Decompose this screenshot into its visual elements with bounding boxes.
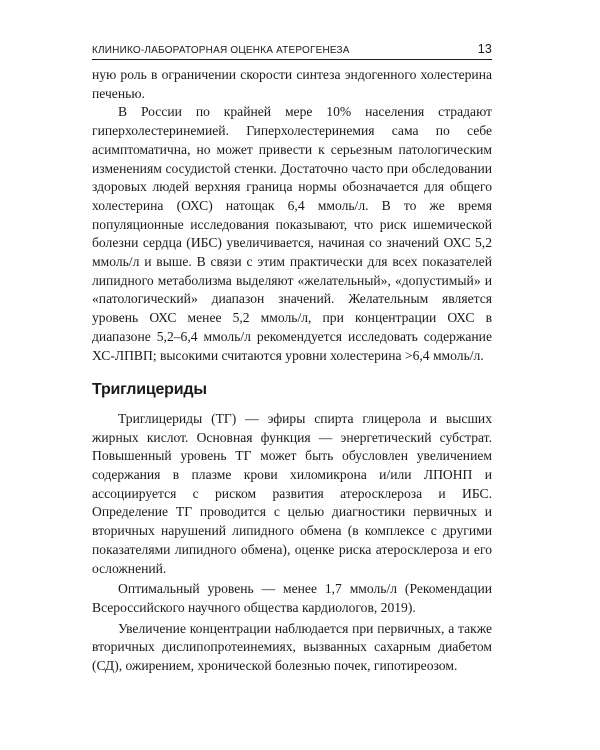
running-title: КЛИНИКО-ЛАБОРАТОРНАЯ ОЦЕНКА АТЕРОГЕНЕЗА [92,45,350,56]
page-number: 13 [477,42,492,56]
paragraph-triglycerides-definition: Триглицериды (ТГ) — эфиры спирта глицерола и высших жирных кислот. Основная функция — энергетический субстрат. Повышенный уровень ТГ может быть обусловлен увеличением содержания в плазме крови хиломикрона и/или ЛПОНП и ассоциируется с риском развития атеросклероза и ИБС. Определение ТГ проводится с целью диагностики первичных и вторичных нарушений липидного обмена (в комплексе с другими показателями липидного обмена), оценке риска атеросклероза и его осложнений. [92,410,492,576]
running-header [92,38,492,60]
body-text [92,66,492,676]
paragraph-continuation: ную роль в ограничении скорости синтеза эндогенного холестерина печенью. [92,67,492,101]
paragraph-increase: Увеличение концентрации наблюдается при первичных, а также вторичных дислипопротеинемиях, вызванных сахарным диабетом (СД), ожирением, хронической болезнью почек, гипотиреозом. [92,620,492,674]
paragraph-optimal-level: Оптимальный уровень — менее 1,7 ммоль/л (Рекомендации Всероссийского научного общества кардиологов, 2019). [92,581,492,615]
paragraph-hypercholesterolemia: В России по крайней мере 10% населения страдают гиперхолестеринемией. Гиперхолестеринемия сама по себе асимптоматична, но может привести к серьезным патологическим изменениям сосудистой стенки. Достаточно часто при обследовании здоровых людей верхняя граница нормы обозначается для общего холестерина (ОХС) натощак 6,4 ммоль/л. В то же время популяционные исследования показывают, что риск ишемической болезни сердца (ИБС) увеличивается, начиная со значений ОХС 5,2 ммоль/л и выше. В связи с этим практически для всех показателей липидного метаболизма выделяют «желательный», «допустимый» и «патологический» диапазон значений. Желательным является уровень ОХС менее 5,2 ммоль/л, при концентрации ОХС в диапазоне 5,2–6,4 ммоль/л рекомендуется исследовать содержание ХС-ЛПВП; высокими считаются уровни холестерина >6,4 ммоль/л. [92,104,492,363]
section-heading-triglycerides: Триглицериды [92,381,207,399]
